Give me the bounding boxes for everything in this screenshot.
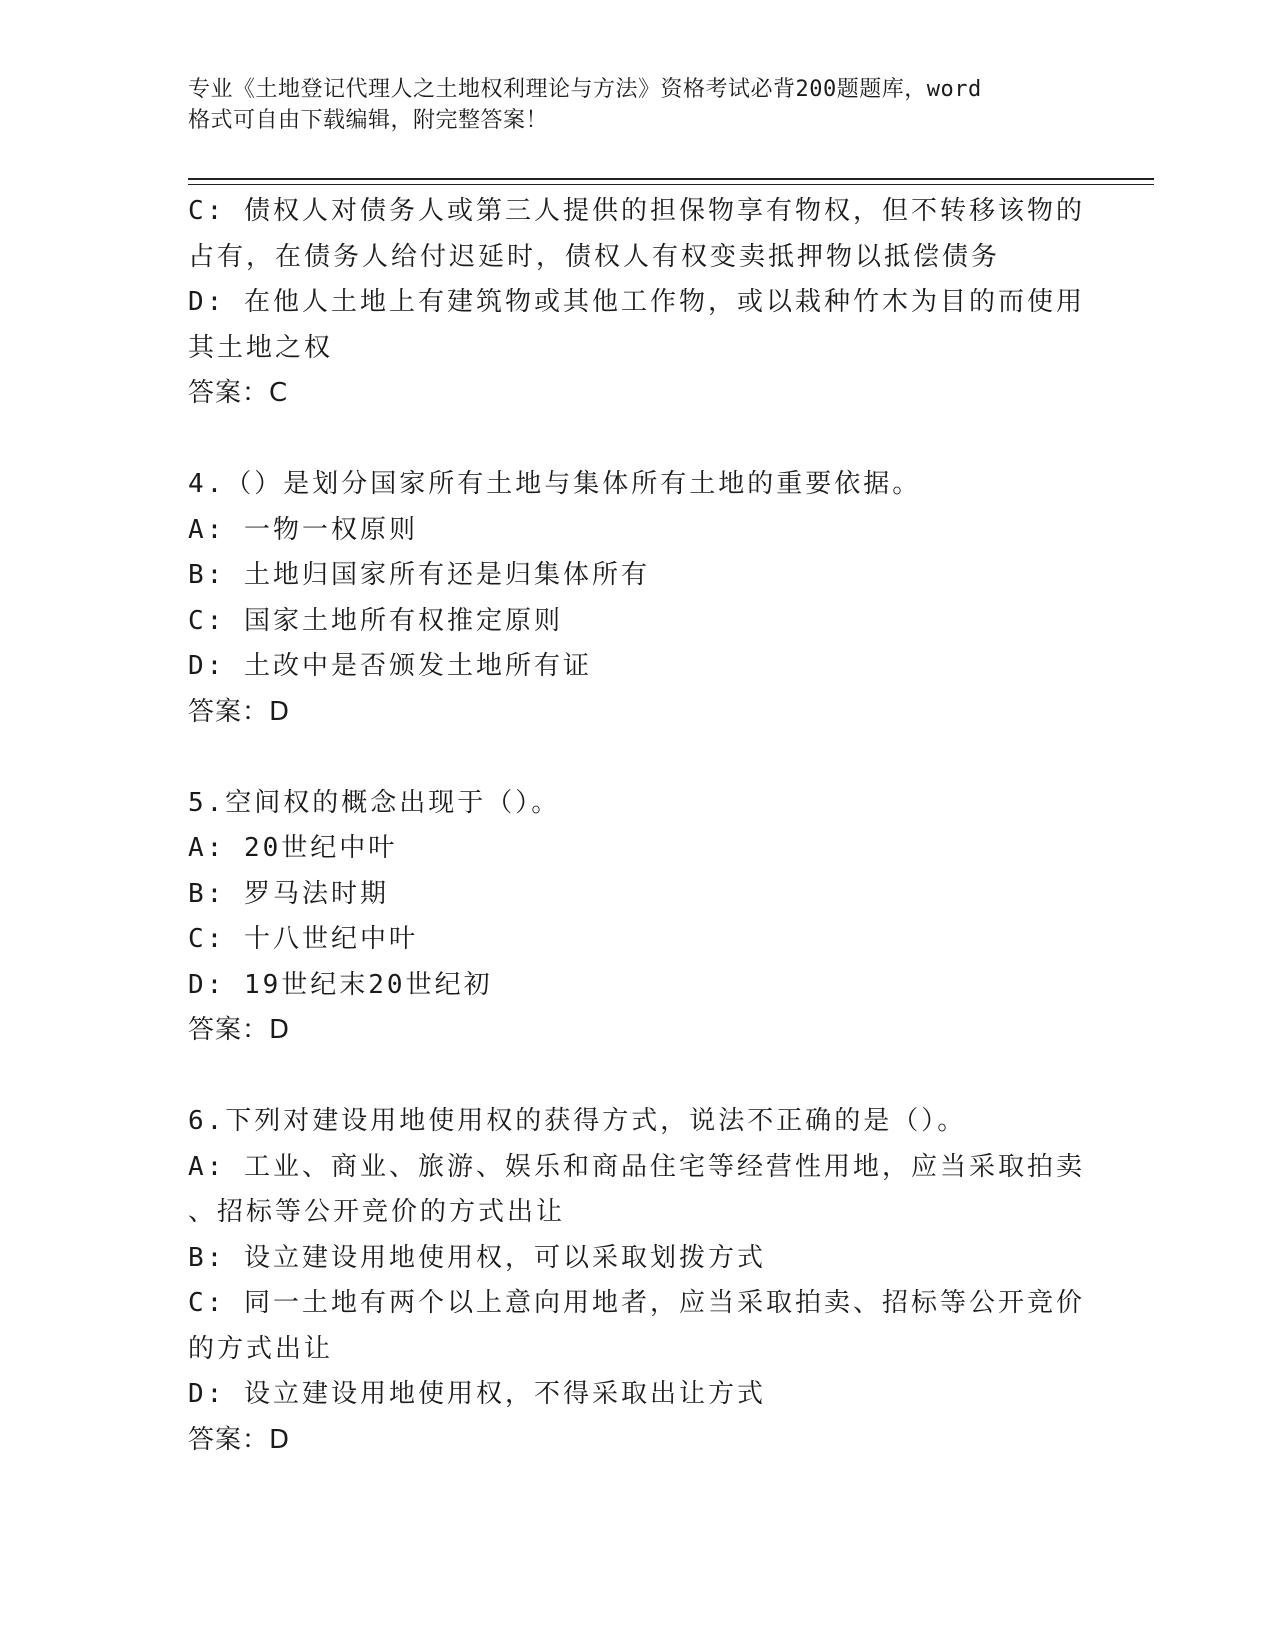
answer-label: 答案：D <box>188 1015 291 1045</box>
question-6 <box>188 1099 1088 1463</box>
spacer <box>188 735 1088 781</box>
option-d-line-1: D: 在他人土地上有建筑物或其他工作物，或以栽种竹木为目的而使用 <box>188 287 1085 317</box>
option-a-line-1: A: 工业、商业、旅游、娱乐和商品住宅等经营性用地，应当采取拍卖 <box>188 1151 1085 1182</box>
spacer <box>188 417 1088 463</box>
option-d: D: 设立建设用地使用权，不得采取出让方式 <box>188 1379 766 1409</box>
spacer <box>188 1054 1088 1100</box>
header-divider-thick <box>188 178 1154 180</box>
option-c-line-1: C: 同一土地有两个以上意向用地者，应当采取拍卖、招标等公开竞价 <box>188 1288 1085 1318</box>
question-5 <box>188 781 1088 1054</box>
option-c-line-2: 占有，在债务人给付迟延时，债权人有权变卖抵押物以抵偿债务 <box>188 241 1001 272</box>
answer-label: 答案：D <box>188 696 291 727</box>
header-divider-thin <box>188 184 1154 185</box>
question-4 <box>188 462 1088 735</box>
option-b: B: 设立建设用地使用权，可以采取划拨方式 <box>188 1242 766 1273</box>
question-text: 5.空间权的概念出现于（）。 <box>188 787 561 818</box>
question-list <box>188 189 1088 1463</box>
question-text: 4.（）是划分国家所有土地与集体所有土地的重要依据。 <box>188 469 922 499</box>
header-line-1: 专业《土地登记代理人之土地权利理论与方法》资格考试必背200题题库，word <box>188 77 982 102</box>
question-text: 6.下列对建设用地使用权的获得方式，说法不正确的是（）。 <box>188 1106 967 1136</box>
option-c: C: 十八世纪中叶 <box>188 924 418 954</box>
answer-label: 答案：C <box>188 378 289 408</box>
option-a-line-2: 、招标等公开竞价的方式出让 <box>188 1197 566 1227</box>
option-a: A: 一物一权原则 <box>188 514 418 545</box>
option-d: D: 19世纪末20世纪初 <box>188 969 493 1000</box>
option-c-line-2: 的方式出让 <box>188 1333 334 1364</box>
option-c: C: 国家土地所有权推定原则 <box>188 605 563 636</box>
option-d-line-2: 其土地之权 <box>188 332 334 363</box>
option-a: A: 20世纪中叶 <box>188 833 398 863</box>
answer-label: 答案：D <box>188 1424 291 1455</box>
option-b: B: 罗马法时期 <box>188 878 389 909</box>
option-d: D: 土改中是否颁发土地所有证 <box>188 651 592 681</box>
option-b: B: 土地归国家所有还是归集体所有 <box>188 560 650 590</box>
question-3-continued <box>188 189 1088 417</box>
header-line-2: 格式可自由下载编辑，附完整答案！ <box>188 108 549 133</box>
option-c-line-1: C: 债权人对债务人或第三人提供的担保物享有物权，但不转移该物的 <box>188 196 1085 226</box>
document-header <box>188 74 1068 136</box>
